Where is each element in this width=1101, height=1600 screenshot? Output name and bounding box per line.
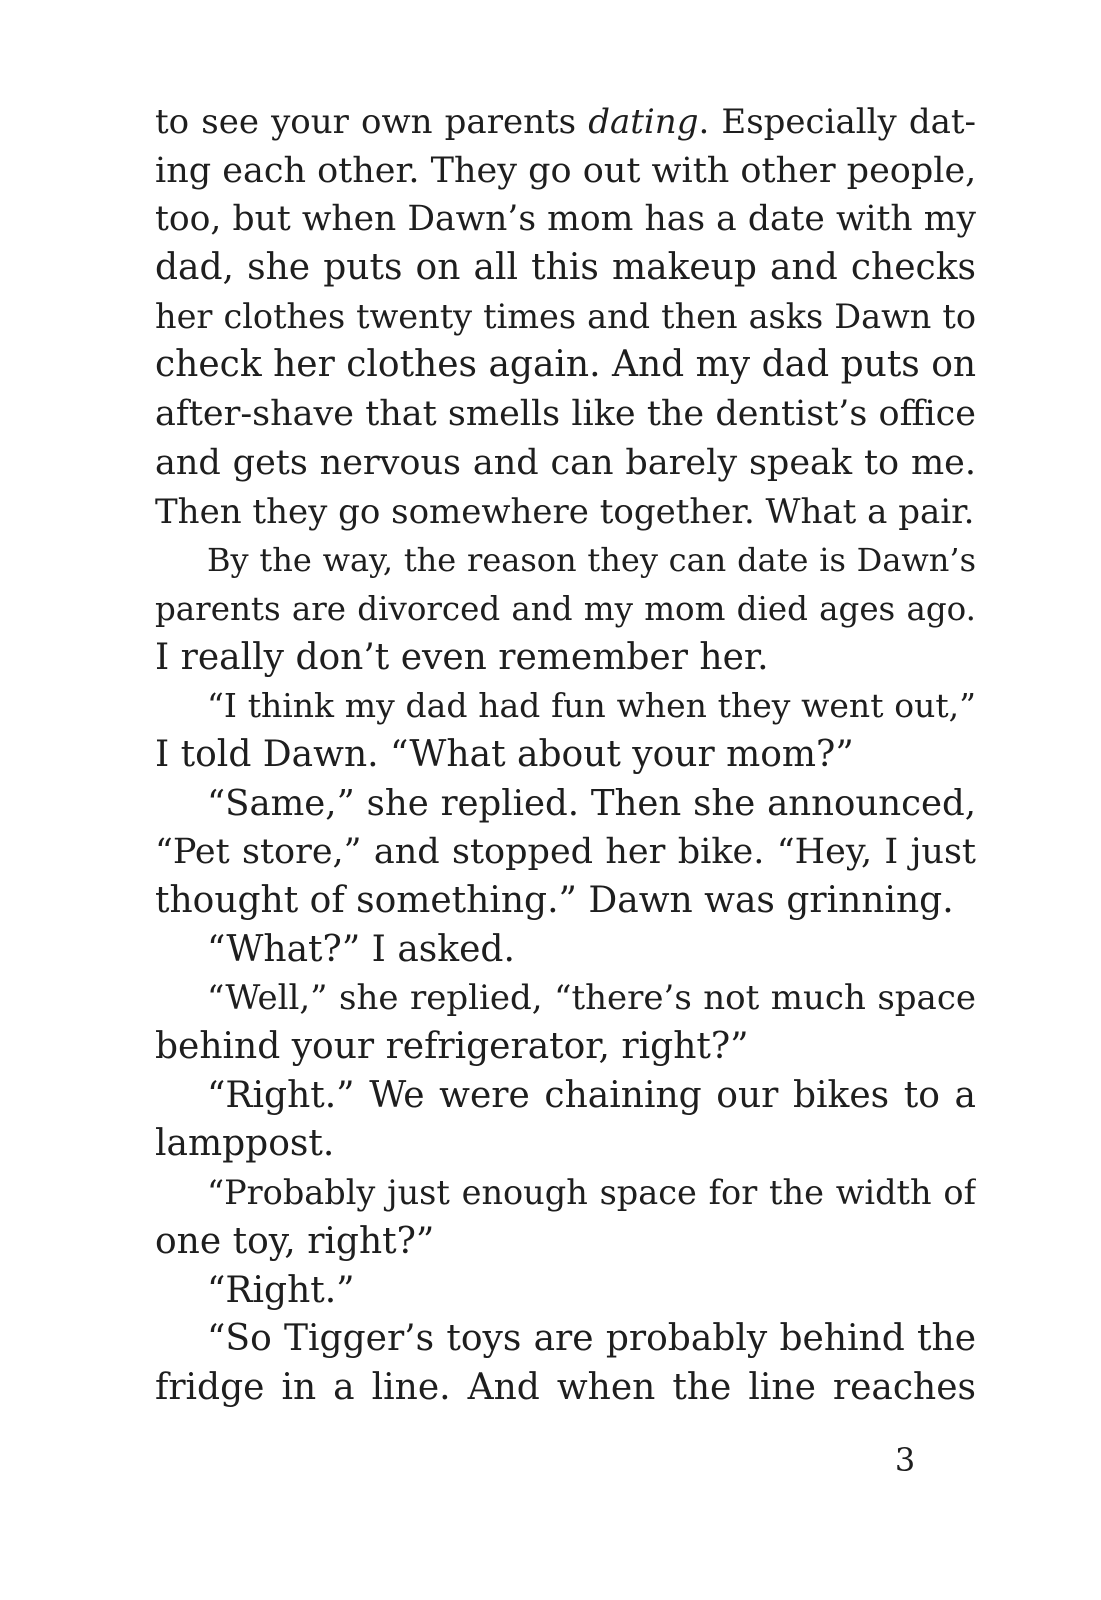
text-line: too, but when Dawn’s mom has a date with my <box>155 199 976 240</box>
text-line: check her clothes again. And my dad puts on <box>155 344 976 386</box>
body-text <box>155 98 976 1413</box>
italic-word: dating <box>588 102 699 142</box>
text-line: behind your refrigerator, right?” <box>155 1026 749 1068</box>
text-line: her clothes twenty times and then asks Dawn to <box>155 296 976 336</box>
text-line: parents are divorced and my mom died ages ago. <box>155 589 976 628</box>
text-line: By the way, the reason they can date is Dawn’s <box>207 541 976 580</box>
text-line: fridge in a line. And when the line reaches <box>155 1366 976 1408</box>
text-line: lamppost. <box>155 1123 335 1165</box>
text-line: “I think my dad had fun when they went out,” <box>207 686 976 726</box>
text-line: “Same,” she replied. Then she announced, <box>207 782 976 824</box>
text-line: I really don’t even remember her. <box>155 636 769 678</box>
text-line: “Probably just enough space for the width of <box>207 1173 976 1213</box>
text-line: “Pet store,” and stopped her bike. “Hey, I just <box>155 832 976 873</box>
text-line: “Right.” <box>207 1269 355 1311</box>
text-run: . Especially dat- <box>698 102 976 142</box>
text-line: thought of something.” Dawn was grinning. <box>155 880 954 921</box>
text-line: ing each other. They go out with other people, <box>155 150 976 191</box>
text-line: “What?” I asked. <box>207 928 515 970</box>
text-line: “Right.” We were chaining our bikes to a <box>207 1074 976 1116</box>
text-line: after-shave that smells like the dentist’s office <box>155 394 976 435</box>
text-line: and gets nervous and can barely speak to me. <box>155 442 976 483</box>
text-line: “Well,” she replied, “there’s not much space <box>207 978 976 1019</box>
text-line: dad, she puts on all this makeup and checks <box>155 247 976 289</box>
text-run: to see your own parents <box>155 102 589 142</box>
text-line: “So Tigger’s toys are probably behind the <box>207 1318 976 1360</box>
text-line: Then they go somewhere together. What a pair. <box>155 491 975 532</box>
page-number: 3 <box>894 1441 916 1479</box>
text-line: one toy, right?” <box>155 1220 435 1262</box>
text-line <box>155 98 976 147</box>
text-line: I told Dawn. “What about your mom?” <box>155 733 854 775</box>
